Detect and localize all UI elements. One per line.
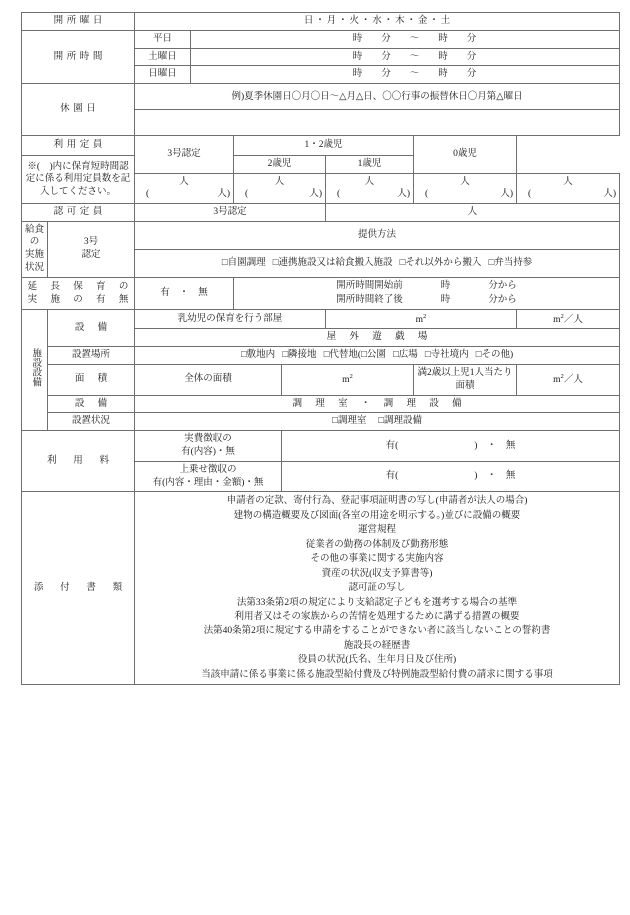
- meal-service-method-header: 提供方法: [135, 221, 620, 249]
- facility-room-unit: $m^2$: [415, 312, 427, 325]
- checkbox-on-site[interactable]: □敷地内: [240, 350, 276, 361]
- opening-days-label: 開所曜日: [22, 13, 135, 31]
- checkbox-plaza[interactable]: □広場: [392, 350, 418, 361]
- facility-location-label: 設置場所: [48, 347, 135, 365]
- attachment-item: 法第33条第2項の規定により支給認定子どもを選考する場合の基準: [236, 597, 518, 608]
- capacity-unit-bottom: ( 人): [337, 189, 410, 200]
- checkbox-other-location[interactable]: □その他): [475, 350, 514, 361]
- row-facility-kitchen-options: [22, 413, 620, 431]
- meal-service-label-line1: 給食の: [25, 224, 45, 248]
- extended-care-after: 開所時間終了後 時 分から: [336, 294, 517, 305]
- capacity-unit-top: 人: [563, 177, 573, 188]
- capacity-header-age1: 1歳児: [326, 156, 414, 174]
- closed-days-label: 休園日: [22, 84, 135, 136]
- row-approved-capacity: [22, 203, 620, 221]
- facility-room-label: 乳幼児の保育を行う部屋: [135, 310, 326, 329]
- usage-fee-surcharge-label-line1: 上乗せ徴収の: [179, 464, 237, 475]
- checkbox-adjacent[interactable]: □隣接地: [282, 350, 317, 361]
- meal-service-label-line2: 実施状況: [25, 250, 45, 273]
- capacity-unit-bottom: ( 人): [245, 189, 322, 200]
- facility-kitchen-header: 調 理 室 ・ 調 理 設 備: [135, 395, 620, 413]
- capacity-value-cert3[interactable]: [135, 174, 234, 204]
- facility-area-per-label: 満2歳以上児1人当たり面積: [414, 364, 517, 395]
- extended-care-times[interactable]: [234, 277, 620, 310]
- attachment-item: その他の事業に関する実施内容: [310, 554, 444, 565]
- usage-fee-actual-value[interactable]: 有( ) ・ 無: [282, 431, 620, 462]
- attachment-item: 従業者の勤務の体制及び勤務形態: [305, 539, 449, 550]
- attachment-item: 申請者の定款、寄付行為、登記事項証明書の写し(申請者が法人の場合): [226, 496, 528, 507]
- capacity-unit-bottom: ( 人): [425, 189, 513, 200]
- checkbox-alternative[interactable]: □代替地(□公園: [323, 350, 386, 361]
- approved-capacity-value[interactable]: 人: [326, 203, 620, 221]
- facility-area-total-label: 全体の面積: [135, 364, 282, 395]
- capacity-value-age12[interactable]: [234, 174, 326, 204]
- capacity-value-age1[interactable]: [414, 174, 517, 204]
- facility-install-status-label: 設置状況: [48, 413, 135, 431]
- capacity-certification: 3号認定: [135, 136, 234, 174]
- capacity-value-age0[interactable]: [517, 174, 620, 204]
- facility-equipment-label: 設 備: [48, 310, 135, 347]
- row-attachments: [22, 492, 620, 685]
- attachment-item: 運営規程: [358, 525, 397, 536]
- opening-hours-value-saturday[interactable]: 時 分 〜 時 分: [191, 48, 620, 66]
- attachment-item: 当該申請に係る事業に係る施設型給付費及び特例施設型給付費の請求に関する事項: [201, 669, 553, 680]
- checkbox-bring-lunch[interactable]: □弁当持参: [488, 257, 533, 268]
- usage-fee-label: 利 用 料: [22, 431, 135, 492]
- capacity-header-age0: 0歳児: [414, 136, 517, 174]
- attachment-item: 資産の状況(収支予算書等): [321, 568, 433, 579]
- capacity-label: 利用定員: [22, 136, 135, 156]
- capacity-note: ※( )内に保育短時間認定に係る利用定員数を記入してください。: [22, 156, 135, 204]
- usage-fee-actual-label: [135, 431, 282, 462]
- facility-kitchen-equipment-label: 設 備: [48, 395, 135, 413]
- opening-hours-value-sunday[interactable]: 時 分 〜 時 分: [191, 66, 620, 84]
- approved-capacity-label: 認可定員: [22, 203, 135, 221]
- capacity-unit-top: 人: [460, 177, 470, 188]
- checkbox-temple-grounds[interactable]: □寺社境内: [424, 350, 469, 361]
- checkbox-kitchen-equipment[interactable]: □調理設備: [378, 416, 422, 427]
- attachment-item: 法第40条第2項に規定する申請をすることができない者に該当しないことの誓約書: [203, 626, 551, 637]
- facility-location-options[interactable]: [135, 347, 620, 365]
- meal-service-certification-line1: 3号: [83, 237, 99, 248]
- extended-care-yes-no[interactable]: 有 ・ 無: [135, 277, 234, 310]
- facility-room-area-per[interactable]: [517, 310, 620, 329]
- facility-kitchen-options[interactable]: [135, 413, 620, 431]
- opening-hours-label: 開所時間: [22, 30, 135, 83]
- capacity-header-age2: 2歳児: [234, 156, 326, 174]
- checkbox-other-delivery[interactable]: □それ以外から搬入: [399, 257, 482, 268]
- row-opening-hours-weekday: [22, 30, 620, 48]
- facility-playground-header: 屋 外 遊 戯 場: [135, 329, 620, 347]
- row-closed-days: [22, 84, 620, 110]
- facility-application-form: [21, 12, 620, 685]
- capacity-value-age2[interactable]: [326, 174, 414, 204]
- opening-days-value[interactable]: 日・月・火・水・木・金・土: [135, 13, 620, 31]
- usage-fee-actual-label-line2: 有(内容)・無: [181, 447, 235, 457]
- meal-service-options[interactable]: [135, 249, 620, 277]
- opening-hours-day-weekday: 平日: [135, 30, 191, 48]
- opening-hours-value-weekday[interactable]: 時 分 〜 時 分: [191, 30, 620, 48]
- row-capacity-header-1: [22, 136, 620, 156]
- row-facility-kitchen-header: [22, 395, 620, 413]
- meal-service-label: [22, 221, 48, 277]
- capacity-unit-top: 人: [274, 177, 285, 188]
- usage-fee-surcharge-label-line2: 有(内容・理由・金額)・無: [152, 477, 264, 488]
- row-meal-service-header: [22, 221, 620, 249]
- extended-care-label-line2: 実 施 の 有 無: [27, 294, 131, 305]
- attachments-label: 添 付 書 類: [22, 492, 135, 685]
- meal-service-certification-line2: 認定: [81, 250, 101, 261]
- closed-days-value[interactable]: 例)夏季休園日〇月〇日〜△月△日、〇〇行事の振替休日〇月第△曜日: [135, 84, 620, 110]
- facility-area-label: 面 積: [48, 364, 135, 395]
- meal-service-certification: [48, 221, 135, 277]
- facility-vertical-label-text: 施設設備: [30, 348, 41, 388]
- attachments-list: [135, 492, 620, 685]
- row-facility-area: [22, 364, 620, 395]
- attachment-item: 施設長の経歴書: [343, 640, 411, 651]
- attachment-item: 建物の構造概要及び図面(各室の用途を明示する。)並びに設備の概要: [233, 510, 521, 521]
- checkbox-partner-facility[interactable]: □連携施設又は給食搬入施設: [272, 257, 393, 268]
- facility-area-per-value[interactable]: [517, 364, 620, 395]
- opening-hours-day-saturday: 土曜日: [135, 48, 191, 66]
- capacity-unit-top: 人: [179, 177, 189, 188]
- checkbox-kitchen-room[interactable]: □調理室: [332, 416, 367, 427]
- capacity-unit-bottom: ( 人): [146, 189, 230, 200]
- extended-care-before: 開所時間開始前 時 分から: [336, 280, 517, 291]
- closed-days-blank[interactable]: [135, 110, 620, 136]
- facility-room-unit-per: $m^2/$人: [553, 312, 583, 325]
- row-opening-days: [22, 13, 620, 31]
- row-extended-care: [22, 277, 620, 310]
- row-usage-fee-actual: [22, 431, 620, 462]
- approved-capacity-certification: 3号認定: [135, 203, 326, 221]
- capacity-unit-top: 人: [364, 177, 375, 188]
- attachment-item: 利用者又はその家族からの苦情を処理するために講ずる措置の概要: [234, 611, 520, 622]
- usage-fee-actual-label-line1: 実費徴収の: [184, 434, 232, 445]
- facility-room-area[interactable]: [326, 310, 517, 329]
- row-facility-location: [22, 347, 620, 365]
- checkbox-self-cooking[interactable]: □自園調理: [221, 257, 266, 268]
- usage-fee-surcharge-value[interactable]: 有( ) ・ 無: [282, 461, 620, 492]
- usage-fee-surcharge-label: [135, 461, 282, 492]
- attachment-item: 認可証の写し: [348, 583, 406, 594]
- facility-area-total-value[interactable]: [282, 364, 414, 395]
- facility-vertical-label: [22, 310, 48, 431]
- row-facility-room: [22, 310, 620, 329]
- facility-area-total-unit: $m^2$: [342, 372, 353, 385]
- capacity-group-header: 1・2歳児: [234, 136, 414, 156]
- attachment-item: 役員の状況(氏名、生年月日及び住所): [297, 655, 457, 666]
- capacity-unit-bottom: ( 人): [528, 189, 617, 200]
- opening-hours-day-sunday: 日曜日: [135, 66, 191, 84]
- facility-area-per-unit: $m^2/$人: [553, 372, 583, 385]
- extended-care-label: [22, 277, 135, 310]
- extended-care-label-line1: 延 長 保 育 の: [27, 281, 131, 292]
